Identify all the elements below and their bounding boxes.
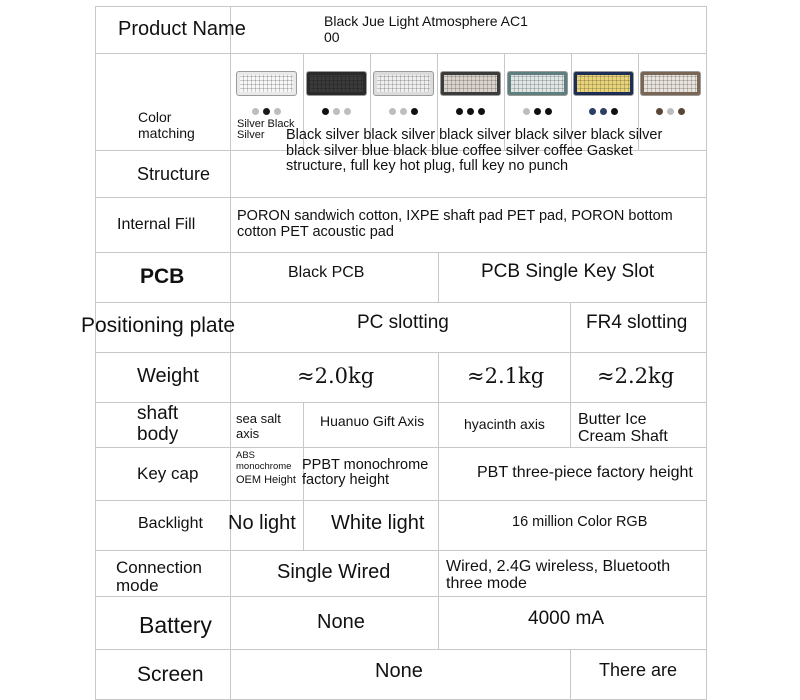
connection-tri-mode-line2: three mode	[446, 575, 527, 592]
backlight-no-light: No light	[228, 512, 296, 534]
product-name-value-line2: 00	[324, 29, 340, 45]
structure-label: Structure	[137, 164, 211, 184]
keycap-abs-line2: monochrome	[236, 461, 292, 472]
color-dot	[656, 108, 663, 115]
battery-label: Battery	[139, 612, 212, 638]
color-dot	[322, 108, 329, 115]
internal-fill-label: Internal Fill	[117, 216, 196, 233]
connection-tri-mode-line1: Wired, 2.4G wireless, Bluetooth	[446, 558, 671, 575]
positioning-plate-pc: PC slotting	[357, 312, 449, 333]
shaft-body-label-line1: shaft	[137, 403, 179, 424]
color-dot	[478, 108, 485, 115]
battery-capacity: 4000 mA	[528, 608, 605, 629]
pcb-value-black: Black PCB	[288, 264, 365, 281]
swatch-caption-line2: Silver	[237, 129, 265, 141]
color-dot	[411, 108, 418, 115]
weight-label: Weight	[137, 365, 199, 387]
shaft-sea-salt-line2: axis	[236, 426, 260, 441]
shaft-sea-salt-line1: sea salt	[236, 411, 281, 426]
color-dot	[678, 108, 685, 115]
product-name-value-line1: Black Jue Light Atmosphere AC1	[324, 13, 528, 29]
color-dot	[263, 108, 270, 115]
internal-fill-value: PORON sandwich cotton, IXPE shaft pad PET pad, PORON bottom cotton PET acoustic pad	[237, 208, 673, 240]
product-name-label: Product Name	[118, 18, 246, 40]
black-silver-keyboard-image	[440, 71, 501, 96]
pcb-value-single-key-slot: PCB Single Key Slot	[481, 261, 655, 282]
black-keyboard-image	[306, 71, 367, 96]
keycap-ppbt-line1: PPBT monochrome	[302, 457, 429, 473]
shaft-butter-ice-line2: Cream Shaft	[578, 428, 668, 445]
shaft-hyacinth: hyacinth axis	[464, 416, 545, 432]
color-dot	[389, 108, 396, 115]
pcb-label: PCB	[140, 265, 185, 288]
color-dot	[456, 108, 463, 115]
connection-mode-label-line1: Connection	[116, 558, 203, 577]
positioning-plate-fr4: FR4 slotting	[586, 312, 688, 333]
backlight-label: Backlight	[138, 515, 203, 532]
color-dot	[333, 108, 340, 115]
color-dot	[344, 108, 351, 115]
color-dot	[274, 108, 281, 115]
color-matching-label-line1: Color	[138, 109, 172, 125]
shaft-body-label-line2: body	[137, 424, 179, 445]
silver-keyboard-image	[373, 71, 434, 96]
keycap-abs-line3: OEM Height	[236, 474, 296, 486]
blue-keyboard-image	[573, 71, 634, 96]
color-dot	[545, 108, 552, 115]
color-dot	[400, 108, 407, 115]
color-options-text: Black silver black silver black silver black silver black silver black silver blue black blue coffee silver coffee Gasket structure, full key hot plug, full key no punch	[286, 127, 663, 174]
connection-single-wired: Single Wired	[277, 561, 391, 583]
keycap-pbt-three-piece: PBT three-piece factory height	[477, 464, 693, 481]
key-cap-label: Key cap	[137, 464, 199, 483]
shaft-huanuo-gift: Huanuo Gift Axis	[320, 413, 425, 429]
teal-black-keyboard-image	[507, 71, 568, 96]
weight-value-1: ≈2.0kg	[297, 364, 375, 388]
swatch-caption-line1: Silver Black	[237, 118, 295, 130]
backlight-white-light: White light	[331, 512, 425, 534]
color-dot	[534, 108, 541, 115]
color-dot	[523, 108, 530, 115]
battery-none: None	[317, 611, 365, 633]
color-dot	[589, 108, 596, 115]
color-dot	[667, 108, 674, 115]
color-matching-label-line2: matching	[138, 125, 195, 141]
coffee-keyboard-image	[640, 71, 701, 96]
connection-mode-label-line2: mode	[116, 576, 159, 595]
color-dot	[600, 108, 607, 115]
backlight-rgb: 16 million Color RGB	[512, 514, 648, 530]
color-dot	[252, 108, 259, 115]
positioning-plate-label: Positioning plate	[81, 314, 236, 337]
keycap-ppbt-line2: factory height	[302, 472, 390, 488]
screen-none: None	[375, 660, 423, 682]
keycap-abs-line1: ABS	[236, 450, 256, 461]
shaft-butter-ice-line1: Butter Ice	[578, 411, 647, 428]
color-dot	[467, 108, 474, 115]
weight-value-2: ≈2.1kg	[467, 364, 545, 388]
screen-label: Screen	[137, 663, 204, 686]
weight-value-3: ≈2.2kg	[597, 364, 675, 388]
screen-there-are: There are	[599, 660, 678, 680]
color-dot	[611, 108, 618, 115]
white-silver-keyboard-image	[236, 71, 297, 96]
